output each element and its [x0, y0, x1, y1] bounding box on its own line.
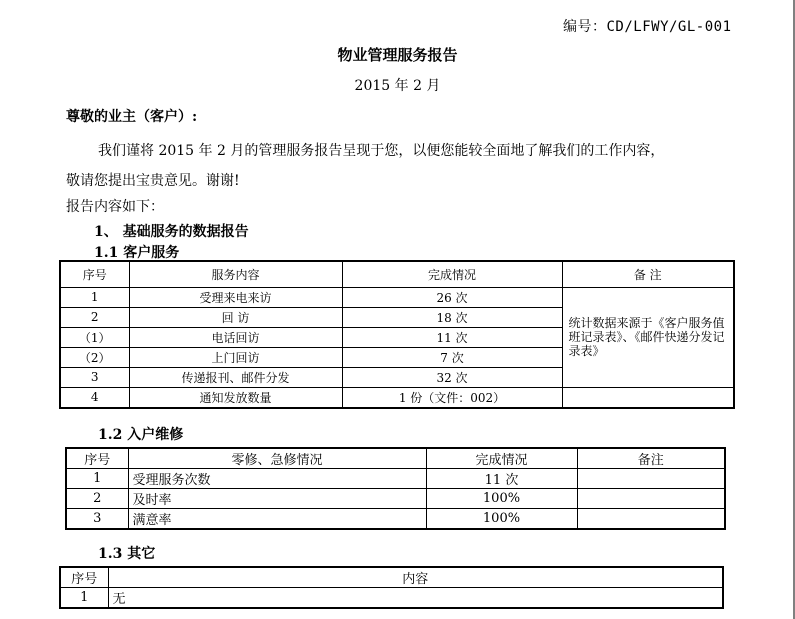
table-row [66, 489, 725, 509]
cell-status: 100% [426, 489, 577, 509]
report-title: 物业管理服务报告 [337, 46, 458, 64]
cell-status: 11 次 [426, 469, 577, 489]
cell-note-empty [562, 387, 734, 408]
subsection-customer-service: 1.1 客户服务 [94, 245, 180, 261]
cell-no: 2 [66, 489, 128, 509]
cell-content: 传递报刊、邮件分发 [129, 367, 342, 387]
col-header-no: 序号 [60, 261, 129, 287]
cell-no: 2 [60, 307, 129, 327]
col-header-note: 备 注 [562, 261, 734, 287]
cell-no: （1） [60, 327, 129, 347]
cell-content: 无 [108, 588, 723, 609]
cell-status: 32 次 [342, 367, 562, 387]
cell-no: 3 [66, 509, 128, 530]
cell-note [577, 489, 725, 509]
cell-content: 上门回访 [129, 347, 342, 367]
subsection-other: 1.3 其它 [98, 546, 156, 562]
cell-no: 4 [60, 387, 129, 408]
cell-no: 1 [60, 287, 129, 307]
col-header-content: 内容 [108, 567, 723, 588]
cell-content: 电话回访 [129, 327, 342, 347]
table-row [60, 588, 723, 609]
intro-line-3: 报告内容如下： [66, 199, 164, 215]
report-date: 2015 年 2 月 [354, 78, 441, 94]
col-header-note: 备注 [577, 448, 725, 469]
other-table [59, 566, 724, 609]
cell-content: 通知发放数量 [129, 387, 342, 408]
cell-no: （2） [60, 347, 129, 367]
cell-status: 11 次 [342, 327, 562, 347]
table-header-row [60, 567, 723, 588]
cell-content: 受理来电来访 [129, 287, 342, 307]
cell-no: 1 [60, 588, 108, 609]
cell-note [577, 469, 725, 489]
table-row [60, 387, 734, 408]
cell-status: 26 次 [342, 287, 562, 307]
cell-content: 及时率 [128, 489, 426, 509]
cell-no: 1 [66, 469, 128, 489]
cell-status: 1 份（文件：002） [342, 387, 562, 408]
col-header-content: 零修、急修情况 [128, 448, 426, 469]
cell-status: 7 次 [342, 347, 562, 367]
table-header-row [60, 261, 734, 287]
intro-line-1: 我们谨将 2015 年 2 月的管理服务报告呈现于您，以便您能较全面地了解我们的工作内容， [98, 143, 665, 159]
cell-no: 3 [60, 367, 129, 387]
intro-line-2: 敬请您提出宝贵意见。谢谢! [66, 173, 240, 189]
col-header-status: 完成情况 [342, 261, 562, 287]
col-header-no: 序号 [60, 567, 108, 588]
subsection-home-repair: 1.2 入户维修 [98, 427, 184, 443]
table-row [60, 287, 734, 307]
col-header-no: 序号 [66, 448, 128, 469]
table-row [66, 469, 725, 489]
col-header-status: 完成情况 [426, 448, 577, 469]
section-heading-basic-services: 1、 基础服务的数据报告 [94, 224, 249, 240]
cell-content: 回 访 [129, 307, 342, 327]
cell-content: 满意率 [128, 509, 426, 530]
cell-note [577, 509, 725, 530]
customer-service-table [59, 260, 735, 409]
cell-note-source: 统计数据来源于《客户服务值班记录表》、《邮件快递分发记录表》 [562, 287, 734, 387]
document-number: 编号：CD/LFWY/GL-001 [563, 19, 732, 35]
greeting: 尊敬的业主（客户）: [66, 109, 198, 125]
table-row [66, 509, 725, 530]
col-header-content: 服务内容 [129, 261, 342, 287]
cell-content: 受理服务次数 [128, 469, 426, 489]
cell-status: 18 次 [342, 307, 562, 327]
home-repair-table [65, 447, 726, 530]
cell-status: 100% [426, 509, 577, 530]
table-header-row [66, 448, 725, 469]
